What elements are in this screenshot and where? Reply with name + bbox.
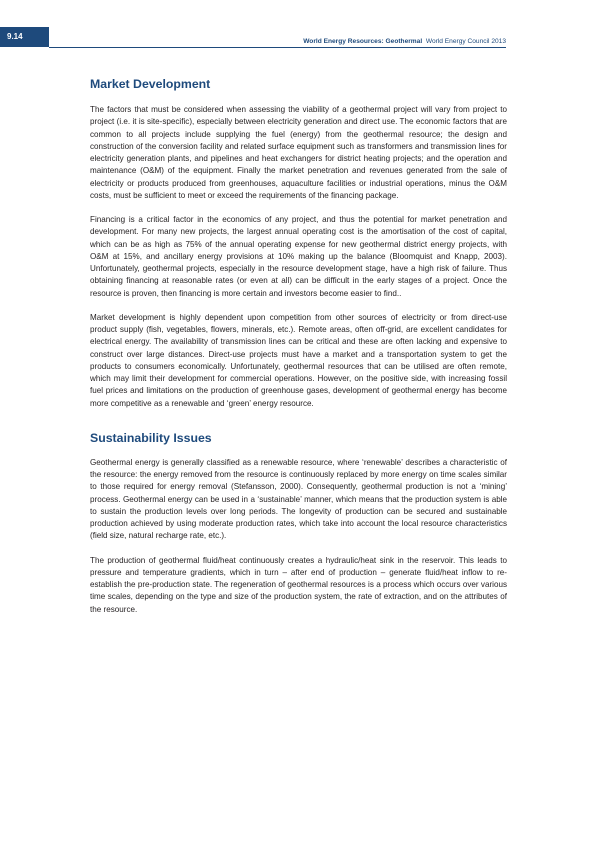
page-number-tab xyxy=(0,27,49,47)
body-paragraph: The production of geothermal fluid/heat continuously creates a hydraulic/heat sink in the reservoir. This leads to pressure and temperature gradients, which in turn – after end of production – generate fluid/heat inflow to re-establish the pre-production state. The regeneration of geothermal resources is a process which occurs over various time scales, depending on the type and size of the production system, the rate of extraction, and on the attributes of the resource. xyxy=(90,555,507,614)
body-paragraph: Market development is highly dependent upon competition from other sources of electricity or from direct-use product supply (fish, vegetables, flowers, minerals, etc.). Remote areas, often off-grid, are excellent candidates for electrical energy. The availability of transmission lines can be critical and these are often lacking and expensive to construct over large distances. Direct-use projects must have a market and a transportation system to get the products to consumers economically. Unfortunately, geothermal resources that can be utilised are often remote, which may limit their development for commercial operations. However, on the positive side, with increasing fossil fuel prices and limitations on the production of greenhouse gases, development of geothermal energy has become more competitive as a renewable and ‘green’ energy resource. xyxy=(90,312,507,408)
section-heading-market-development: Market Development xyxy=(90,77,211,91)
running-header xyxy=(90,37,506,46)
body-paragraph: The factors that must be considered when assessing the viability of a geothermal project will vary from project to project (i.e. it is site-specific), especially between electricity generation and direct use. The economic factors that are common to all projects include supplying the fuel (energy) from the geothermal resource; the design and construction of the conversion facility and related surface equipment such as transformers and transmission lines for electricity generation plants, and pipelines and heat exchangers for district heating projects; and the operation and maintenance (O&M) of the equipment. Finally the market penetration and revenues generated from the sale of electricity or products produced from greenhouses, aquaculture facilities or industrial operations, minus the O&M costs, must be sufficient to meet or exceed the requirements of the financing package. xyxy=(90,105,507,200)
body-paragraph: Financing is a critical factor in the economics of any project, and thus the potential for market penetration and development. For many new projects, the largest annual operating cost is the amortisation of the cost of capital, which can be as high as 75% of the annual operating expense for new geothermal district energy projects, with O&M at 15%, and ancillary energy provisions at 10% making up the balance (Bloomquist and Knapp, 2003). Unfortunately, geothermal projects, especially in the resource development stage, have a high risk of failure. Thus obtaining financing at reasonable rates (or even at all) can be difficult in the early stages of a project. Once the resource is proven, then financing is more certain and investors become easier to find.. xyxy=(90,215,507,298)
document-title: World Energy Resources: Geothermal xyxy=(303,38,423,45)
header-divider xyxy=(49,47,506,48)
body-paragraph: Geothermal energy is generally classified as a renewable resource, where ‘renewable’ describes a characteristic of the resource: the energy removed from the resource is continuously replaced by more energy on time scales similar to those required for energy removal (Stefansson, 2000). Consequently, geothermal production is not a ‘mining’ process. Geothermal energy can be used in a ‘sustainable’ manner, which means that the production system is able to sustain the production levels over long periods. The longevity of production can be secured and sustainable production achieved by using moderate production rates, which take into account the local resource characteristics (field size, natural recharge rate, etc.). xyxy=(90,457,507,541)
page-body xyxy=(90,76,507,616)
publisher-label: World Energy Council 2013 xyxy=(425,38,506,45)
page-number: 9.14 xyxy=(7,32,23,41)
section-heading-sustainability-issues: Sustainability Issues xyxy=(90,430,212,445)
